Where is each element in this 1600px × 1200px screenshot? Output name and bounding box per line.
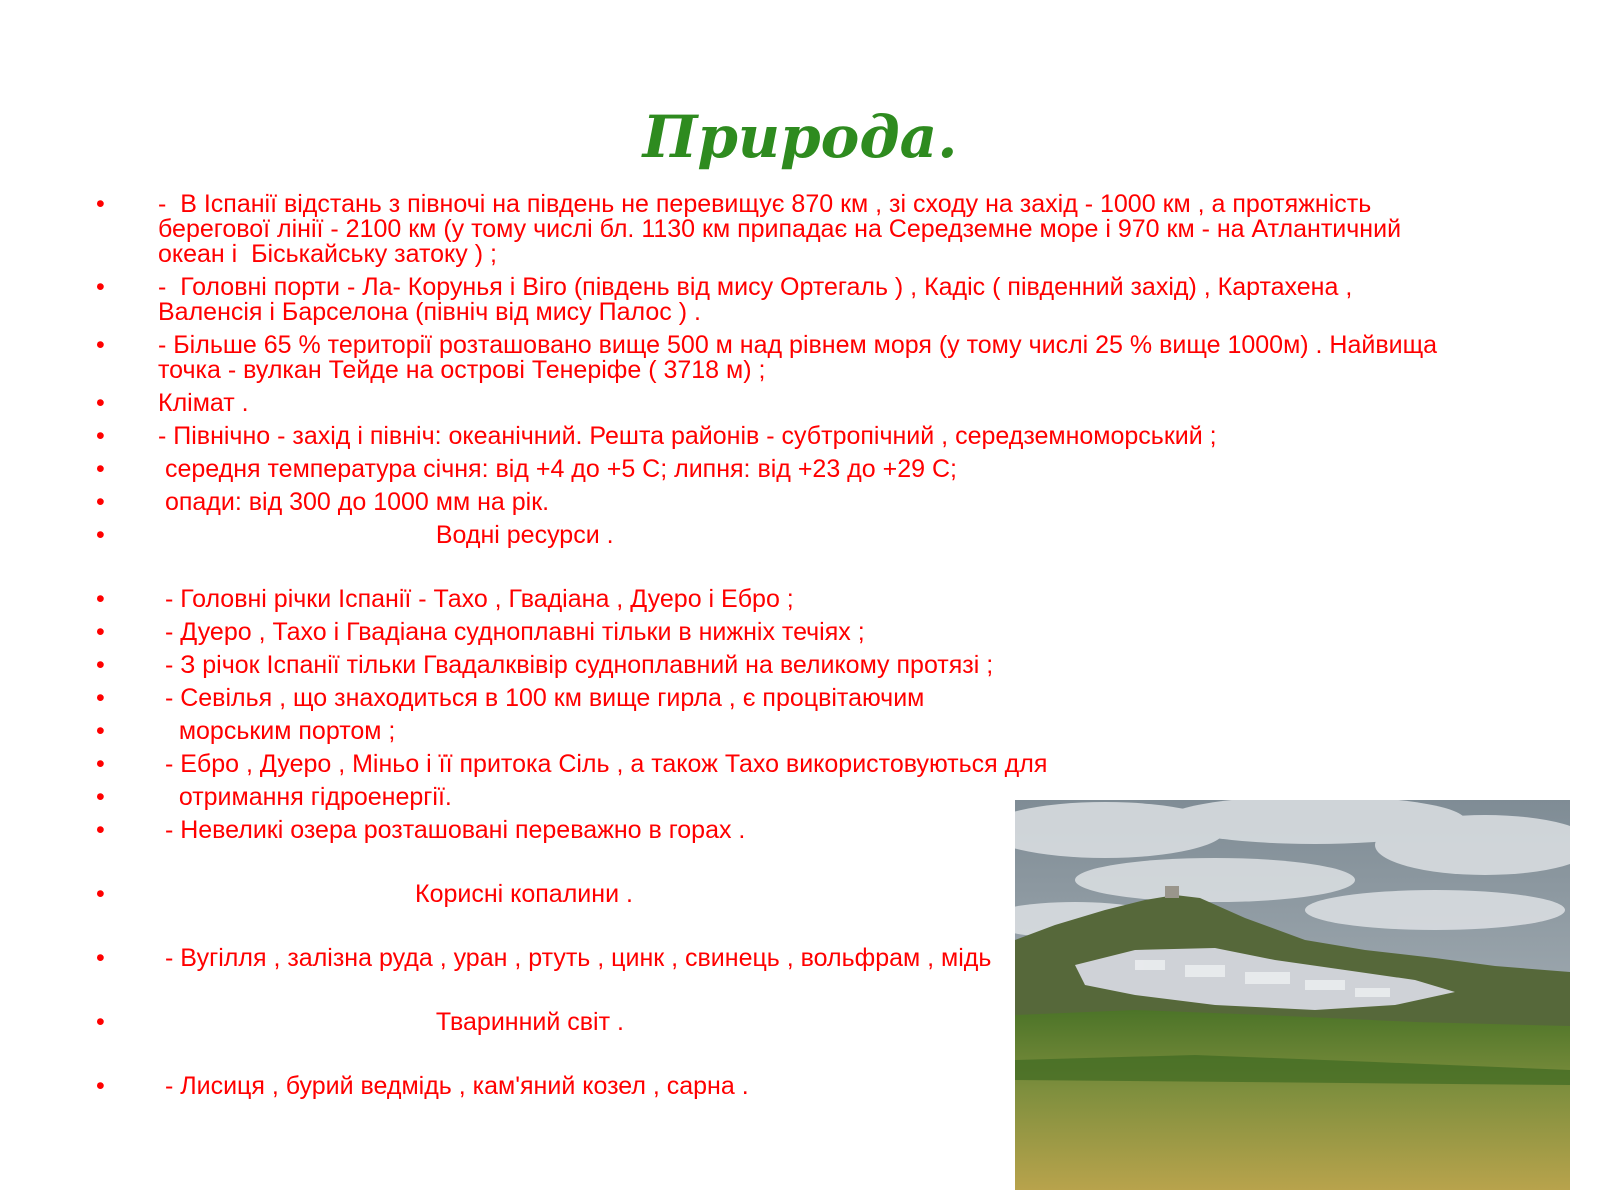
bullet-dot: •: [96, 944, 105, 972]
list-item: [96, 457, 1556, 482]
list-item-text: Тваринний світ .: [158, 1008, 624, 1036]
list-item-text: - Більше 65 % території розташовано вище 500 м над рівнем моря (у тому числі 25 % вище 1000м) . Найвища точка - вулкан Тейде на острові Тенеріфе ( 3718 м) ;: [158, 331, 1438, 384]
bullet-dot: •: [96, 651, 105, 679]
bullet-dot: •: [96, 783, 105, 811]
bullet-dot: •: [96, 488, 105, 516]
bullet-dot: •: [96, 880, 105, 908]
bullet-dot: •: [96, 389, 105, 417]
bullet-dot: •: [96, 717, 105, 745]
list-item-text: - Вугілля , залізна руда , уран , ртуть , цинк , свинець , вольфрам , мідь: [158, 944, 992, 972]
list-item: [96, 686, 1556, 711]
bullet-dot: •: [96, 816, 105, 844]
list-item-text: - Ебро , Дуеро , Міньо і її притока Сіль , а також Тахо використовуються для: [158, 750, 1048, 778]
bullet-dot: •: [96, 273, 105, 301]
landscape-photo-graphic: [1015, 800, 1570, 1190]
bullet-dot: •: [96, 750, 105, 778]
list-item: [96, 391, 1556, 416]
list-item-text: морським портом ;: [158, 717, 396, 745]
list-item-text: - З річок Іспанії тільки Гвадалквівір судноплавний на великому протязі ;: [158, 651, 994, 679]
bullet-dot: •: [96, 618, 105, 646]
list-item-text: Корисні копалини .: [158, 880, 633, 908]
slide-title: Природа.: [642, 103, 958, 171]
list-item-text: - В Іспанії відстань з півночі на південь не перевищує 870 км , зі сходу на захід - 1000 км , а протяжність берегової лінії - 2100 км (у тому числі бл. 1130 км припадає на Середземне море і 970 км - на Атлантичний океан і Біськайську затоку ) ;: [158, 190, 1402, 268]
list-item-text: - Лисиця , бурий ведмідь , кам'яний козел , сарна .: [158, 1072, 749, 1100]
list-item: [96, 192, 1556, 267]
list-item-text: - Севілья , що знаходиться в 100 км вище гирла , є процвітаючим: [158, 684, 925, 712]
list-item-text: середня температура січня: від +4 до +5 С; липня: від +23 до +29 С;: [158, 455, 957, 483]
list-item: [96, 620, 1556, 645]
list-item-text: Водні ресурси .: [158, 521, 614, 549]
list-item: [96, 719, 1556, 744]
list-item: [96, 275, 1556, 325]
list-item-text: Клімат .: [158, 389, 249, 417]
bullet-dot: •: [96, 684, 105, 712]
bullet-dot: •: [96, 190, 105, 218]
list-item-text: отримання гідроенергії.: [158, 783, 452, 811]
landscape-photo: [1015, 800, 1570, 1190]
list-item-text: - Головні порти - Ла- Корунья і Віго (південь від мису Ортегаль ) , Кадіс ( південний захід) , Картахена , Валенсія і Барселона (північ від мису Палос ) .: [158, 273, 1353, 326]
list-item-text: - Головні річки Іспанії - Тахо , Гвадіана , Дуеро і Ебро ;: [158, 585, 794, 613]
list-item-text: опади: від 300 до 1000 мм на рік.: [158, 488, 550, 516]
field: [1015, 1010, 1570, 1190]
list-item: [96, 587, 1556, 612]
bullet-dot: •: [96, 1008, 105, 1036]
list-item: [96, 490, 1556, 515]
bullet-dot: •: [96, 585, 105, 613]
bullet-dot: •: [96, 331, 105, 359]
list-item: [96, 653, 1556, 678]
list-item: [96, 752, 1556, 777]
list-item: [96, 424, 1556, 449]
bullet-dot: •: [96, 521, 105, 549]
section-heading-water: [96, 523, 1556, 548]
list-item-text: - Невеликі озера розташовані переважно в горах .: [158, 816, 746, 844]
list-item-text: - Північно - захід і північ: океанічний. Решта районів - субтропічний , середземноморський ;: [158, 422, 1217, 450]
list-item-text: - Дуеро , Тахо і Гвадіана судноплавні тільки в нижніх течіях ;: [158, 618, 865, 646]
bullet-dot: •: [96, 422, 105, 450]
bullet-dot: •: [96, 455, 105, 483]
castle: [1165, 886, 1179, 898]
bullet-dot: •: [96, 1072, 105, 1100]
list-item: [96, 333, 1556, 383]
